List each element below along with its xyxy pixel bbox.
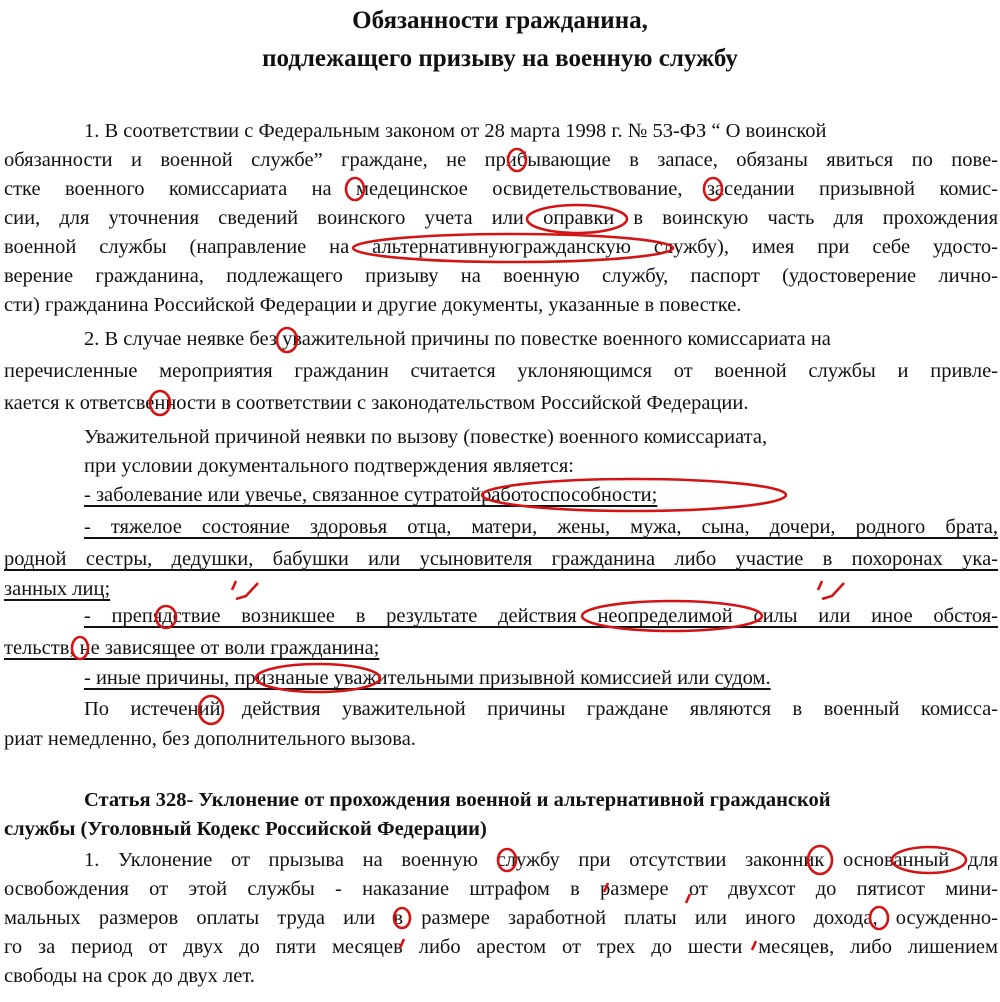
paragraph-1-line: военной службы (направление на альтернативнуюгражданскую службу), имея при себе удосто-	[4, 236, 998, 258]
expiry-paragraph-line: риат немедленно, без дополнительного вызова.	[4, 728, 416, 750]
document-title-line-1: Обязанности гражданина,	[352, 7, 648, 34]
article-328-line: свободы на срок до двух лет.	[4, 965, 255, 987]
valid-reason-intro: Уважительной причиной неявки по вызову (повестке) военного комиссариата,	[84, 426, 768, 448]
valid-reason-item: занных лиц;	[4, 578, 111, 600]
valid-reason-item: - иные причины, признаные уважительными призывной комиссией или судом.	[84, 667, 771, 689]
paragraph-1-line: верение гражданина, подлежащего призыву на военную службу, паспорт (удостоверение лично-	[4, 265, 998, 287]
paragraph-2-line: 2. В случае неявке без уважительной причины по повестке военного комиссариата на	[84, 328, 831, 350]
article-328-heading: службы (Уголовный Кодекс Российской Федерации)	[4, 818, 487, 840]
paragraph-1-line: обязанности и военной службе” граждане, не прибывающие в запасе, обязаны явиться по пове-	[4, 149, 998, 171]
valid-reason-item: тельств, не зависящее от воли гражданина;	[4, 637, 380, 659]
paragraph-1-line: сти) гражданина Российской Федерации и другие документы, указанные в повестке.	[4, 294, 742, 316]
article-328-line: освобождения от этой службы - наказание штрафом в размере от двухсот до пятисот мини-	[4, 878, 998, 900]
article-328-line: мальных размеров оплаты труда или в размере заработной платы или иного дохода, осужденно-	[4, 907, 998, 929]
paragraph-1-line: сии, для уточнения сведений воинского учета или оправки в воинскую часть для прохождения	[4, 207, 998, 229]
paragraph-1-line: 1. В соответствии с Федеральным законом от 28 марта 1998 г. № 53-ФЗ “ О воинской	[84, 120, 827, 142]
paragraph-2-line: кается к ответсвенности в соответствии с законодательством Российской Федерации.	[4, 392, 749, 414]
document-title-line-2: подлежащего призыву на военную службу	[262, 45, 738, 72]
valid-reason-intro: при условии документального подтверждения является:	[84, 455, 574, 477]
article-328-heading: Статья 328- Уклонение от прохождения военной и альтернативной гражданской	[84, 789, 831, 811]
expiry-paragraph-line: По истечений действия уважительной причины граждане являются в военный комисса-	[84, 698, 998, 720]
article-328-line: го за период от двух до пяти месяцев либо арестом от трех до шести месяцев, либо лишением	[4, 936, 998, 958]
valid-reason-item: - препядствие возникшее в результате действия неопределимой силы или иное обстоя-	[84, 605, 998, 627]
valid-reason-item: родной сестры, дедушки, бабушки или усыновителя гражданина либо участие в похоронах ука-	[4, 548, 998, 570]
paragraph-2-line: перечисленные мероприятия гражданин считается уклоняющимся от военной службы и привле-	[4, 360, 998, 382]
paragraph-1-line: стке военного комиссариата на медецинское освидетельствование, заседании призывной комис-	[4, 178, 998, 200]
article-328-line: 1. Уклонение от прызыва на военную службу при отсутствии законник основанный для	[84, 849, 998, 871]
valid-reason-item: - заболевание или увечье, связанное сутратойработоспособности;	[84, 484, 658, 506]
valid-reason-item: - тяжелое состояние здоровья отца, матери, жены, мужа, сына, дочери, родного брата,	[84, 516, 998, 538]
